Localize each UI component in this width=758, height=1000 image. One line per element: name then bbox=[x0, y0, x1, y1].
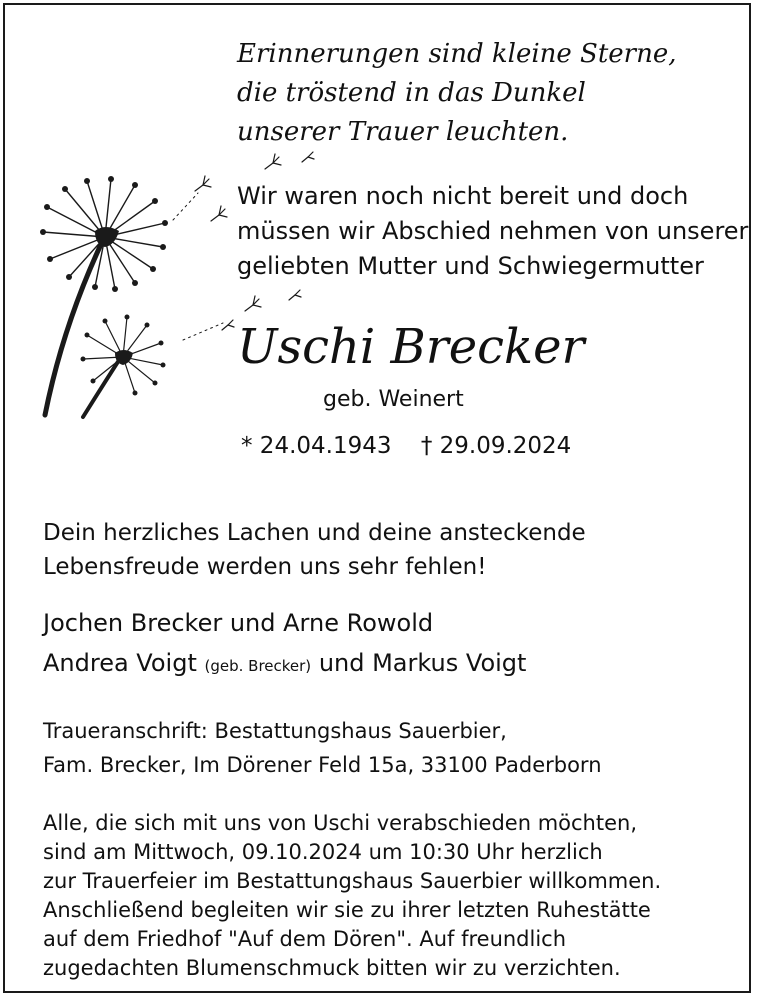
notice-line: auf dem Friedhof "Auf dem Dören". Auf freundlich bbox=[43, 927, 567, 951]
intro-line: geliebten Mutter und Schwiegermutter bbox=[237, 252, 704, 280]
mourner-row bbox=[43, 643, 723, 686]
quote-line: Dein herzliches Lachen und deine ansteckende bbox=[43, 520, 586, 546]
poem-line: unserer Trauer leuchten. bbox=[237, 117, 569, 147]
intro-line: müssen wir Abschied nehmen von unserer bbox=[237, 217, 749, 245]
quote-line: Lebensfreude werden uns sehr fehlen! bbox=[43, 554, 487, 580]
poem bbox=[237, 35, 717, 152]
obituary-frame bbox=[3, 3, 751, 993]
mourner-name: und Markus Voigt bbox=[318, 649, 527, 677]
address-line: Traueranschrift: Bestattungshaus Sauerbier, bbox=[43, 719, 507, 743]
mourner-row: Jochen Brecker und Arne Rowold bbox=[43, 609, 434, 637]
funeral-notice bbox=[43, 809, 733, 983]
intro-text bbox=[237, 179, 749, 284]
intro-line: Wir waren noch nicht bereit und doch bbox=[237, 182, 689, 210]
quote-text bbox=[43, 516, 723, 584]
poem-line: Erinnerungen sind kleine Sterne, bbox=[237, 39, 677, 69]
notice-line: sind am Mittwoch, 09.10.2024 um 10:30 Uhr herzlich bbox=[43, 840, 603, 864]
poem-line: die tröstend in das Dunkel bbox=[237, 78, 586, 108]
birth-name: geb. Weinert bbox=[323, 387, 464, 412]
birth-date: * 24.04.1943 bbox=[241, 433, 392, 459]
life-dates bbox=[241, 430, 571, 462]
address-line: Fam. Brecker, Im Dörener Feld 15a, 33100 Paderborn bbox=[43, 753, 602, 777]
mourner-name: Andrea Voigt bbox=[43, 649, 197, 677]
notice-line: Alle, die sich mit uns von Uschi verabschieden möchten, bbox=[43, 811, 638, 835]
deceased-name: Uschi Brecker bbox=[237, 319, 585, 375]
mourner-note: (geb. Brecker) bbox=[204, 657, 312, 675]
mourners bbox=[43, 603, 723, 686]
death-date: † 29.09.2024 bbox=[420, 433, 572, 459]
notice-line: Anschließend begleiten wir sie zu ihrer letzten Ruhestätte bbox=[43, 898, 651, 922]
notice-line: zur Trauerfeier im Bestattungshaus Sauerbier willkommen. bbox=[43, 869, 662, 893]
notice-line: zugedachten Blumenschmuck bitten wir zu verzichten. bbox=[43, 956, 621, 980]
mourning-address bbox=[43, 714, 723, 782]
